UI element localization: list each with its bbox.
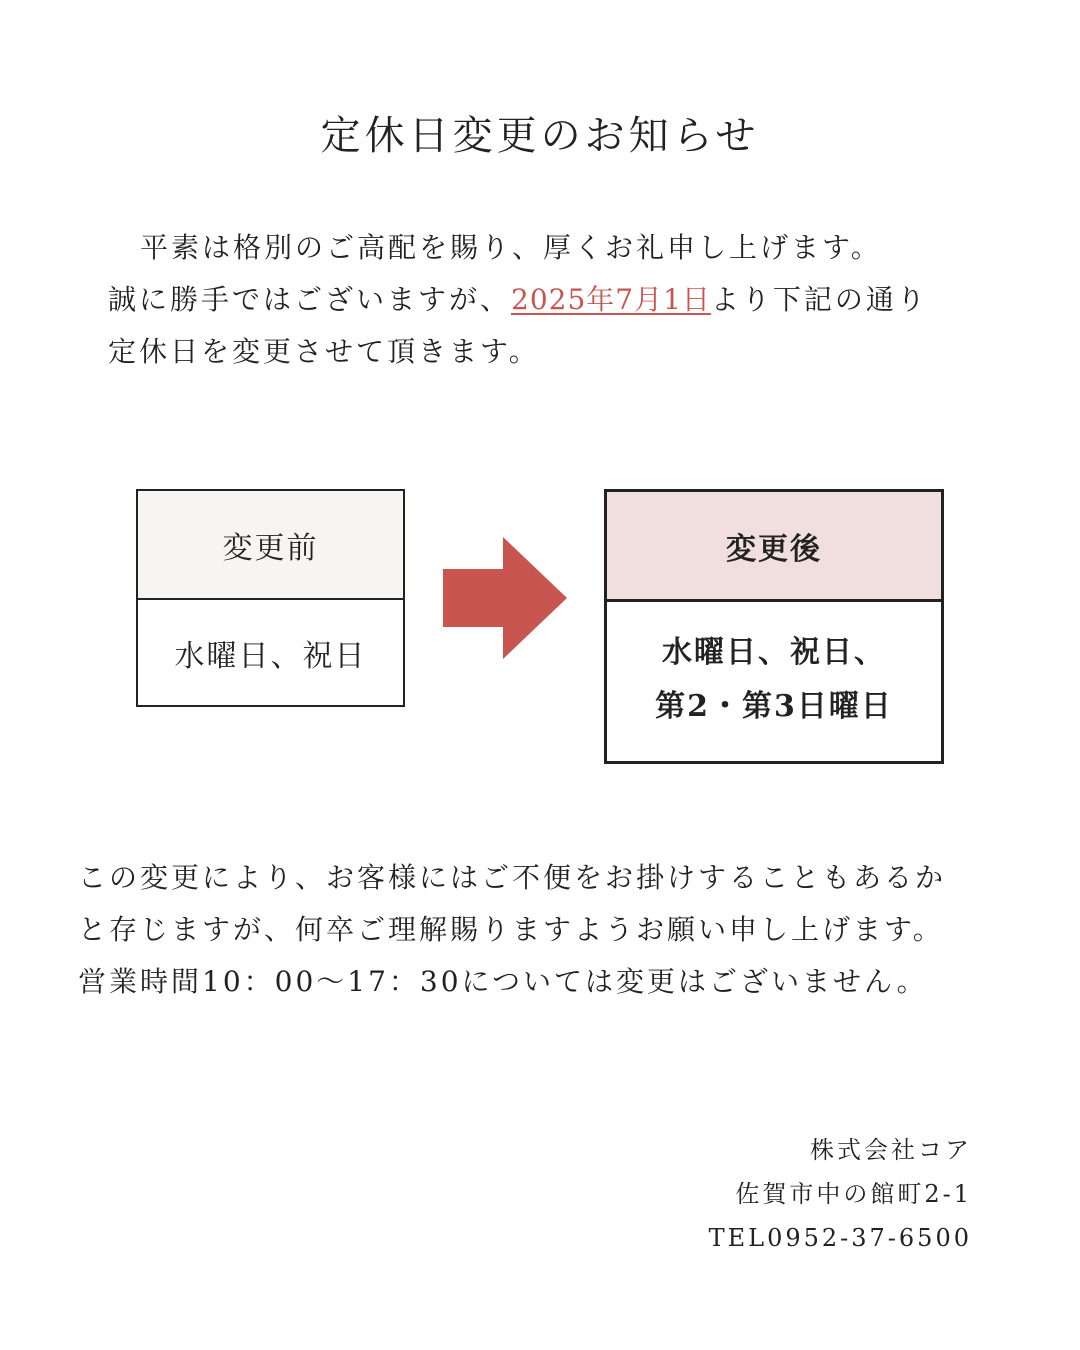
after-header: 変更後 (607, 492, 941, 602)
after-value (607, 602, 941, 758)
company-info (709, 1128, 972, 1260)
closing-line-1: この変更により、お客様にはご不便をお掛けすることもあるか (78, 861, 947, 894)
after-value-line-2: 第2・第3日曜日 (655, 689, 893, 724)
before-header: 変更前 (138, 491, 403, 600)
before-value: 水曜日、祝日 (174, 638, 367, 674)
company-tel: TEL0952-37-6500 (708, 1224, 972, 1252)
closing-paragraph (78, 852, 1038, 1008)
after-box (604, 489, 944, 764)
arrow-right-icon (443, 537, 567, 659)
closing-line-3: 営業時間10：00～17：30については変更はございません。 (78, 965, 928, 998)
intro-line-1: 平素は格別のご高配を賜り、厚くお礼申し上げます。 (140, 231, 882, 264)
effective-date: 2025年7月1日 (511, 283, 711, 316)
arrow-shape (443, 537, 567, 659)
company-name: 株式会社コア (810, 1136, 972, 1164)
page-title: 定休日変更のお知らせ (320, 113, 760, 159)
before-box (136, 489, 405, 707)
company-address: 佐賀市中の館町2-1 (735, 1180, 972, 1208)
closing-line-2: と存じますが、何卒ご理解賜りますようお願い申し上げます。 (78, 913, 944, 946)
intro-line-2-pre: 誠に勝手ではございますが、 (108, 283, 512, 316)
after-value-line-1: 水曜日、祝日、 (662, 635, 886, 670)
intro-line-3: 定休日を変更させて頂きます。 (108, 335, 540, 368)
intro-paragraph (108, 222, 1008, 378)
intro-line-2-post: より下記の通り (710, 283, 928, 316)
intro-line-2 (108, 274, 1008, 326)
